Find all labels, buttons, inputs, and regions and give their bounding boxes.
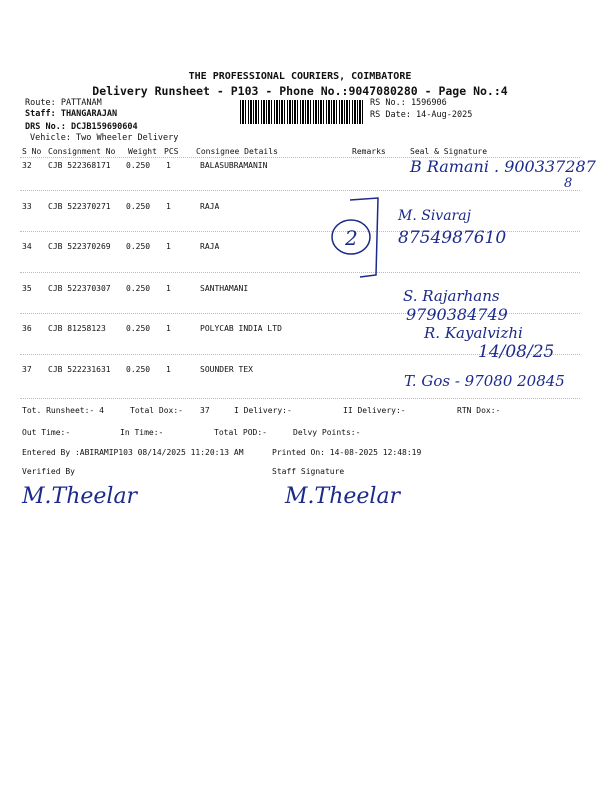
total-dox-value: 37: [200, 406, 210, 415]
i-delivery: I Delivery:-: [234, 406, 292, 415]
row-weight: 0.250: [126, 202, 151, 211]
row-pcs: 1: [166, 161, 171, 170]
row-consignee: SOUNDER TEX: [200, 365, 253, 374]
circled-number: 2: [345, 226, 358, 250]
row-consignment: CJB 522231631: [48, 365, 111, 374]
row-weight: 0.250: [126, 161, 151, 170]
row-sno: 35: [22, 284, 32, 293]
row-consignee: BALASUBRAMANIN: [200, 161, 268, 170]
row-sno: 34: [22, 242, 32, 251]
handwritten-date-row36: 14/08/25: [478, 342, 555, 362]
row-consignee: POLYCAB INDIA LTD: [200, 324, 282, 333]
staff-signature-label: Staff Signature: [272, 467, 345, 476]
col-seal: Seal & Signature: [410, 147, 488, 156]
row-sno: 32: [22, 161, 32, 170]
in-time: In Time:-: [120, 428, 164, 437]
runsheet-subtitle: Delivery Runsheet - P103 - Phone No.:9047080280 - Page No.:4: [92, 84, 508, 98]
company-title: THE PROFESSIONAL COURIERS, COIMBATORE: [188, 71, 412, 82]
handwritten-sig-row32: B Ramani . 900337287: [410, 157, 596, 176]
row-weight: 0.250: [126, 324, 151, 333]
row-consignment: CJB 522370307: [48, 284, 111, 293]
barcode: [240, 100, 364, 124]
route-label: Route: PATTANAM: [25, 98, 102, 108]
handwritten-phone-row35: 9790384749: [406, 305, 508, 324]
row-consignment: CJB 81258123: [48, 324, 106, 333]
handwritten-name-row36: R. Kayalvizhi: [424, 324, 523, 342]
row-consignee: RAJA: [200, 202, 220, 211]
row-sno: 36: [22, 324, 32, 333]
total-pod: Total POD:-: [214, 428, 267, 437]
row-pcs: 1: [166, 324, 171, 333]
verified-signature: M.Theelar: [22, 484, 138, 509]
total-runsheet: Tot. Runsheet:- 4: [22, 406, 104, 415]
handwritten-name-row35: S. Rajarhans: [403, 287, 500, 305]
row-divider: [20, 398, 580, 399]
delvy-points: Delvy Points:-: [293, 428, 361, 437]
row-consignee: RAJA: [200, 242, 220, 251]
col-consignment: Consignment No: [48, 147, 116, 156]
row-consignee: SANTHAMANI: [200, 284, 249, 293]
rs-date: RS Date: 14-Aug-2025: [370, 110, 473, 120]
drs-label: DRS No.: DCJB159690604: [25, 122, 138, 132]
row-pcs: 1: [166, 202, 171, 211]
row-divider: [20, 190, 580, 191]
ii-delivery: II Delivery:-: [343, 406, 406, 415]
row-consignment: CJB 522370269: [48, 242, 111, 251]
col-remarks: Remarks: [352, 147, 386, 156]
entered-by: Entered By :ABIRAMIP103 08/14/2025 11:20:13 AM: [22, 448, 244, 457]
row-consignment: CJB 522370271: [48, 202, 111, 211]
row-sno: 37: [22, 365, 32, 374]
handwritten-name-row33: M. Sivaraj: [398, 208, 471, 224]
handwritten-sig-row37: T. Gos - 97080 20845: [404, 372, 565, 390]
col-sno: S No: [22, 147, 42, 156]
row-sno: 33: [22, 202, 32, 211]
row-weight: 0.250: [126, 284, 151, 293]
total-dox-label: Total Dox:-: [130, 406, 183, 415]
row-consignment: CJB 522368171: [48, 161, 111, 170]
verified-by-label: Verified By: [22, 467, 75, 476]
row-pcs: 1: [166, 242, 171, 251]
col-consignee: Consignee Details: [196, 147, 278, 156]
row-divider: [20, 272, 580, 273]
printed-on: Printed On: 14-08-2025 12:48:19: [272, 448, 422, 457]
row-weight: 0.250: [126, 365, 151, 374]
rtn-dox: RTN Dox:-: [457, 406, 501, 415]
handwritten-sig-row32-extra: 8: [564, 176, 573, 191]
handwritten-phone-row33: 8754987610: [398, 228, 507, 248]
vehicle-label: Vehicle: Two Wheeler Delivery: [30, 133, 179, 143]
staff-label: Staff: THANGARAJAN: [25, 109, 118, 119]
col-pcs: PCS: [164, 147, 179, 156]
bracket-annotation: [330, 195, 390, 280]
row-weight: 0.250: [126, 242, 151, 251]
row-pcs: 1: [166, 365, 171, 374]
rs-number: RS No.: 1596906: [370, 98, 447, 108]
staff-signature: M.Theelar: [285, 484, 401, 509]
out-time: Out Time:-: [22, 428, 71, 437]
col-weight: Weight: [128, 147, 157, 156]
row-pcs: 1: [166, 284, 171, 293]
